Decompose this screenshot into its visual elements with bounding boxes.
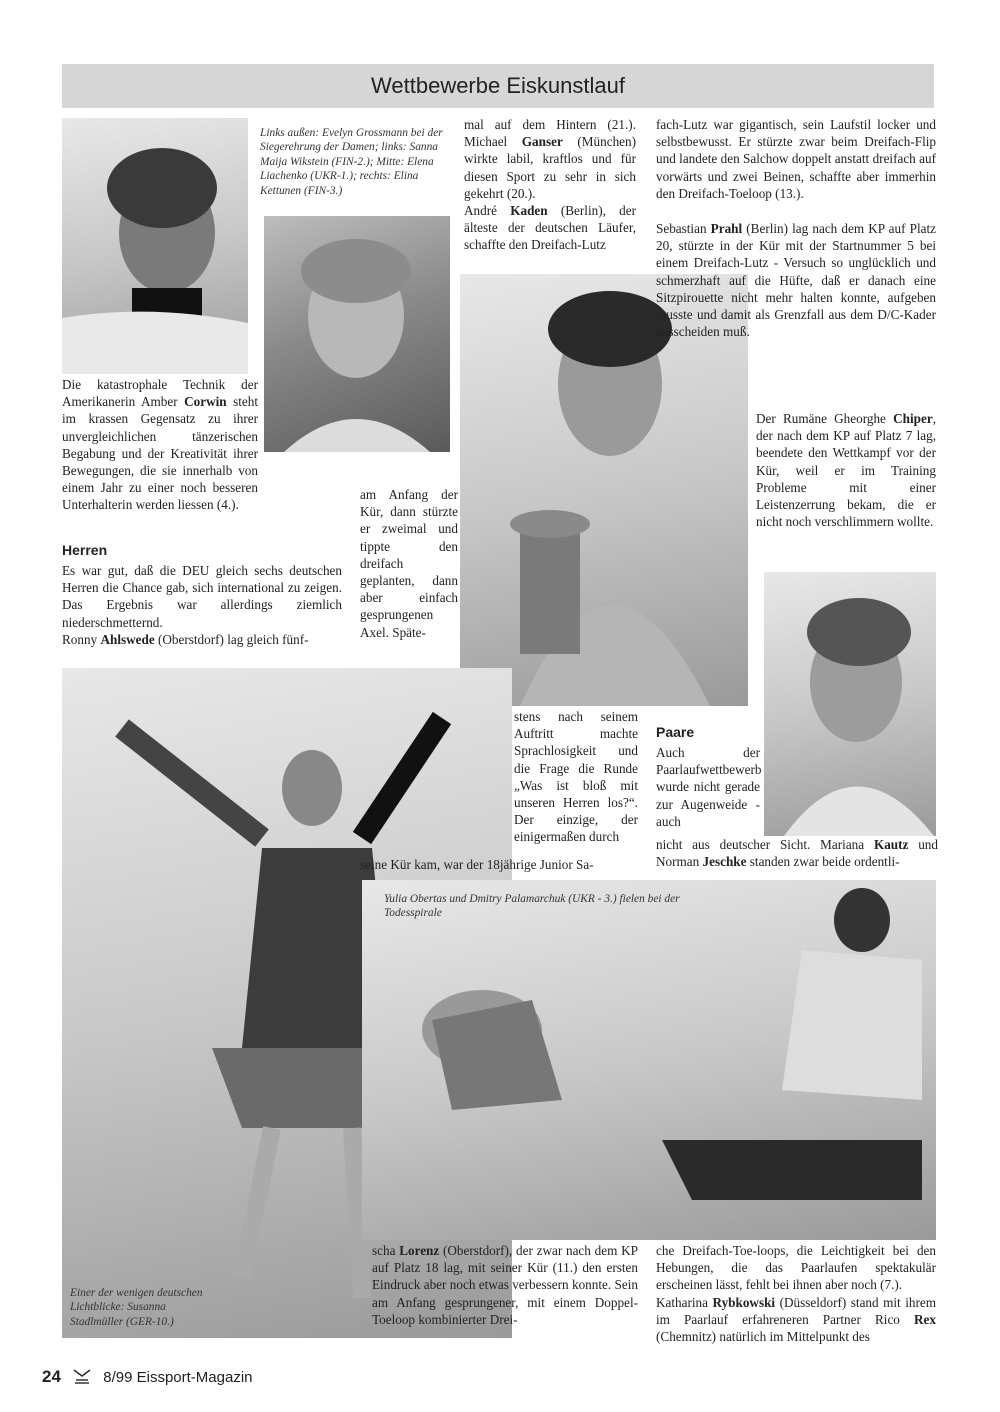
paragraph-ronny-cont: am Anfang der Kür, dann stürzte er zweimal und tippte den dreifach geplanten, dann aber einfach gesprungenen Axel. Späte-: [360, 487, 458, 640]
name-chiper: Chiper: [893, 411, 933, 426]
page-number: 24: [42, 1367, 61, 1386]
photo-elina-kettunen: [764, 572, 936, 836]
photo-evelyn-grossmann: [62, 118, 248, 374]
paragraph-paare: Auch der Paarlaufwettbewerb wurde nicht gerade zur Augenweide - auch: [656, 745, 762, 829]
page-footer: [42, 1366, 253, 1387]
paragraph-spaetestens: stens nach seinem Auftritt machte Sprachlosigkeit und die Frage die Runde „Was ist bloß mit unseren Herren los?“. Der einzige, der einigermaßen durch: [514, 709, 638, 845]
name-rex: Rex: [914, 1311, 936, 1327]
section-header: [62, 64, 934, 108]
paragraph-junior: seine Kür kam, war der 18jährige Junior Sa-: [360, 857, 594, 872]
paragraph-herren-intro: Es war gut, daß die DEU gleich sechs deutschen Herren die Chance gab, sich international zu zeigen. Das Ergebnis war allerdings ziemlich niederschmetternd. Ronny Ahlswede (Oberstdorf) lag gleich fünf-: [62, 563, 342, 647]
name-lorenz: Lorenz: [399, 1243, 440, 1258]
paragraph-lorenz: scha Lorenz (Oberstdorf), der zwar nach dem KP auf Platz 18 lag, mit seiner Kür (11.) den ersten Eindruck aber noch etwas verbessern konnte. Sein am Anfang gesprungener, mit einem Doppel-Toeloop kombinierter Drei-: [372, 1243, 638, 1327]
paragraph-rybkowski: che Dreifach-Toe-loops, die Leichtigkeit bei den Hebungen, die das Paarlaufen spektakulär erscheinen lässt, fehlt bei ihnen aber noch (7.). Katharina Rybkowski (Düsseldorf) stand mit ihrem im Paarlauf erfahreneren Partner Rico Rex (Chemnitz) natürlich im Mittelpunkt des: [656, 1243, 936, 1345]
paragraph-chiper: Der Rumäne Gheorghe Chiper, der nach dem KP auf Platz 7 lag, beendete den Wettkampf vor der Kür, weil er im Training Probleme mit einer Leistenzerrung bekam, die er nicht noch verschlimmern wollte.: [756, 411, 936, 530]
heading-paare: Paare: [656, 724, 695, 740]
caption-stadlmueller: Einer der wenigen deutschen Lichtblicke: Susanna Stadlmüller (GER-10.): [70, 1287, 203, 1328]
name-kaden: Kaden: [510, 203, 548, 219]
name-rybkowski: Rybkowski: [712, 1294, 776, 1310]
name-jeschke: Jeschke: [702, 854, 747, 870]
name-kautz: Kautz: [873, 837, 909, 852]
paragraph-prahl: Sebastian Prahl (Berlin) lag nach dem KP auf Platz 20, stürzte in der Kür mit der Startnummer 5 bei einem Dreifach-Lutz - Versuch so unglücklich und schmerzhaft auf die Hüfte, daß er danach eine Sitzpirouette nicht mehr halten konnte, aufgeben musste und damit als Grenzfall aus dem D/C-Kader ausscheiden muß.: [656, 221, 936, 340]
skate-logo-icon: [71, 1366, 93, 1386]
paragraph-lutz: fach-Lutz war gigantisch, sein Laufstil locker und selbstbewusst. Er stürzte zwar beim Dreifach-Flip und landete den Salchow doppelt anstatt dreifach auf vorwärts und zwei Beinen, schaffte aber immerhin den Dreifach-Toeloop (13.).: [656, 117, 936, 201]
name-ahlswede: Ahlswede: [100, 631, 155, 647]
photo-sanna-maija-wikstein: [264, 216, 450, 452]
paragraph-ganser-kaden: mal auf dem Hintern (21.). Michael Ganser (München) wirkte labil, kraftlos und für diesen Sport zu sehr in sich gekehrt (20.). André Kaden (Berlin), der älteste der deutschen Läufer, schaffte den Dreifach-Lutz: [464, 117, 636, 253]
heading-herren: Herren: [62, 542, 108, 558]
caption-pairs: Yulia Obertas und Dmitry Palamarchuk (UKR - 3.) fielen bei der Todesspirale: [384, 893, 680, 920]
paragraph-kautz-jeschke: nicht aus deutscher Sicht. Mariana Kautz und Norman Jeschke standen zwar beide ordentli-: [656, 837, 938, 870]
name-corwin: Corwin: [184, 394, 227, 410]
name-prahl: Prahl: [710, 221, 743, 236]
issue-label: 8/99 Eissport-Magazin: [103, 1369, 253, 1386]
name-ganser: Ganser: [521, 134, 563, 150]
caption-siegerehrung: Links außen: Evelyn Grossmann bei der Siegerehrung der Damen; links: Sanna Maija Wikstein (FIN-2.); Mitte: Elena Liachenko (UKR-1.); rechts: Elina Kettunen (FIN-3.): [260, 127, 443, 197]
paragraph-corwin: Die katastrophale Technik der Amerikanerin Amber Corwin steht im krassen Gegensatz zu ihrer unvergleichlichen tänzerischen Begabung und der Kreativität ihrer Bewegungen, die sie innerhalb von einem Jahr zu einer noch besseren Unterhalterin werden liessen (4.).: [62, 377, 258, 513]
photo-obertas-palamarchuk: [362, 880, 936, 1240]
section-title: Wettbewerbe Eiskunstlauf: [371, 73, 625, 98]
